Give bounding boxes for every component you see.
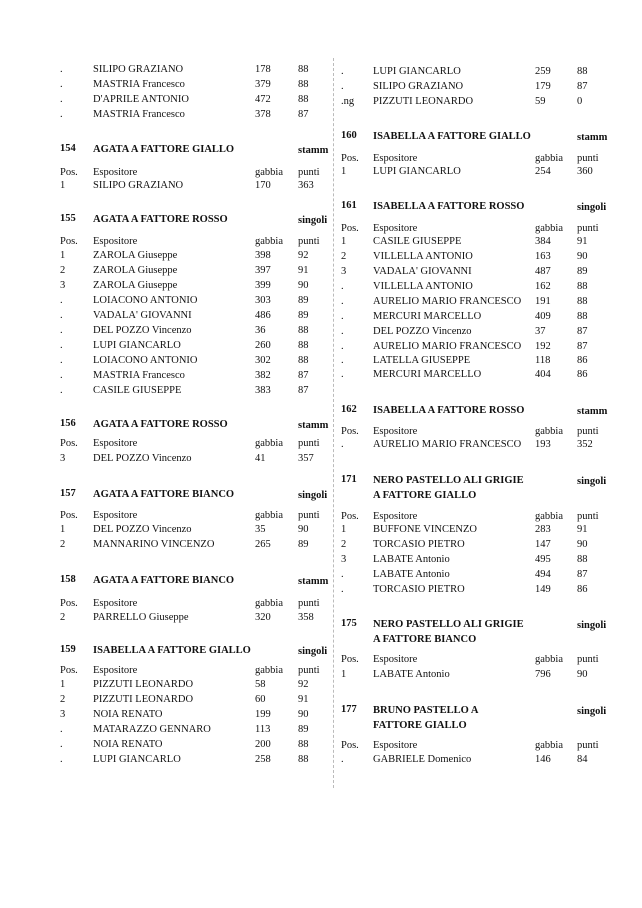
class-type: singoli — [577, 202, 607, 213]
cage-cell: 192 — [535, 341, 551, 352]
class-type: singoli — [298, 490, 328, 501]
class-title-line: AGATA A FATTORE BIANCO — [93, 575, 235, 586]
exhibitor-cell: VADALA' GIOVANNI — [93, 310, 192, 321]
position-cell: 3 — [60, 709, 66, 720]
cage-cell: 397 — [255, 265, 271, 276]
cage-cell: 163 — [535, 251, 551, 262]
exhibitor-cell: CASILE GIUSEPPE — [373, 236, 462, 247]
class-number: 175 — [341, 618, 357, 629]
class-title-line: NERO PASTELLO ALI GRIGIE — [373, 475, 524, 486]
class-title-line: A FATTORE GIALLO — [373, 490, 477, 501]
class-type: stamm — [298, 576, 329, 587]
exhibitor-cell: MERCURI MARCELLO — [373, 311, 482, 322]
position-cell: . — [341, 326, 344, 337]
cage-cell: 283 — [535, 524, 551, 535]
points-cell: 92 — [298, 250, 309, 261]
exhibitor-header: Espositore — [373, 223, 418, 234]
class-title-line: AGATA A FATTORE ROSSO — [93, 214, 228, 225]
position-cell: . — [60, 370, 63, 381]
class-title-line: AGATA A FATTORE GIALLO — [93, 144, 235, 155]
exhibitor-header: Espositore — [93, 236, 138, 247]
exhibitor-cell: PIZZUTI LEONARDO — [373, 96, 474, 107]
position-cell: . — [341, 296, 344, 307]
position-cell: 1 — [341, 236, 347, 247]
exhibitor-cell: TORCASIO PIETRO — [373, 539, 465, 550]
position-cell: . — [60, 94, 63, 105]
class-title-line: NERO PASTELLO ALI GRIGIE — [373, 619, 524, 630]
points-cell: 91 — [298, 694, 309, 705]
points-cell: 360 — [577, 166, 593, 177]
position-cell: . — [341, 439, 344, 450]
cage-cell: 472 — [255, 94, 271, 105]
position-cell: . — [341, 66, 344, 77]
cage-cell: 36 — [255, 325, 266, 336]
exhibitor-header: Espositore — [373, 740, 418, 751]
points-cell: 357 — [298, 453, 314, 464]
points-cell: 88 — [298, 94, 309, 105]
exhibitor-cell: LOIACONO ANTONIO — [93, 355, 198, 366]
points-header: punti — [298, 598, 320, 609]
position-cell: . — [341, 341, 344, 352]
class-title — [93, 142, 234, 157]
position-cell: . — [60, 385, 63, 396]
position-header: Pos. — [341, 740, 359, 751]
class-title-line: AGATA A FATTORE BIANCO — [93, 489, 235, 500]
exhibitor-header: Espositore — [93, 598, 138, 609]
cage-cell: 796 — [535, 669, 551, 680]
points-cell: 352 — [577, 439, 593, 450]
points-header: punti — [298, 236, 320, 247]
class-title-line: ISABELLA A FATTORE ROSSO — [373, 201, 525, 212]
cage-cell: 162 — [535, 281, 551, 292]
exhibitor-cell: AURELIO MARIO FRANCESCO — [373, 439, 522, 450]
cage-header: gabbia — [535, 426, 563, 437]
position-header: Pos. — [341, 153, 359, 164]
points-cell: 88 — [298, 340, 309, 351]
points-cell: 87 — [577, 81, 588, 92]
cage-cell: 495 — [535, 554, 551, 565]
exhibitor-cell: SILIPO GRAZIANO — [93, 180, 184, 191]
points-cell: 84 — [577, 754, 588, 765]
class-type: singoli — [577, 476, 607, 487]
cage-cell: 58 — [255, 679, 266, 690]
points-cell: 86 — [577, 355, 588, 366]
position-cell: 2 — [60, 539, 66, 550]
points-cell: 88 — [298, 739, 309, 750]
exhibitor-cell: BUFFONE VINCENZO — [373, 524, 477, 535]
exhibitor-cell: MASTRIA Francesco — [93, 370, 185, 381]
position-cell: 2 — [60, 612, 66, 623]
cage-cell: 404 — [535, 369, 551, 380]
cage-cell: 147 — [535, 539, 551, 550]
cage-cell: 320 — [255, 612, 271, 623]
position-cell: . — [341, 584, 344, 595]
exhibitor-cell: MASTRIA Francesco — [93, 79, 185, 90]
points-header: punti — [577, 223, 599, 234]
exhibitor-cell: GABRIELE Domenico — [373, 754, 472, 765]
cage-cell: 193 — [535, 439, 551, 450]
cage-header: gabbia — [535, 153, 563, 164]
exhibitor-cell: NOIA RENATO — [93, 709, 163, 720]
class-number: 154 — [60, 143, 76, 154]
class-title-line: ISABELLA A FATTORE GIALLO — [93, 645, 251, 656]
cage-cell: 379 — [255, 79, 271, 90]
cage-cell: 260 — [255, 340, 271, 351]
cage-header: gabbia — [535, 511, 563, 522]
position-cell: . — [341, 311, 344, 322]
exhibitor-cell: MANNARINO VINCENZO — [93, 539, 215, 550]
class-title — [373, 473, 524, 503]
points-cell: 88 — [577, 66, 588, 77]
position-cell: . — [341, 355, 344, 366]
class-type: stamm — [298, 145, 329, 156]
cage-header: gabbia — [255, 438, 283, 449]
cage-cell: 254 — [535, 166, 551, 177]
position-header: Pos. — [341, 654, 359, 665]
position-cell: 1 — [341, 669, 347, 680]
exhibitor-cell: LATELLA GIUSEPPE — [373, 355, 471, 366]
position-cell: . — [341, 754, 344, 765]
cage-cell: 265 — [255, 539, 271, 550]
position-cell: . — [60, 724, 63, 735]
position-cell: 2 — [341, 539, 347, 550]
exhibitor-header: Espositore — [373, 153, 418, 164]
class-title — [93, 212, 228, 227]
class-type: singoli — [577, 706, 607, 717]
exhibitor-header: Espositore — [373, 426, 418, 437]
position-cell: 3 — [341, 266, 347, 277]
position-cell: 3 — [60, 280, 66, 291]
exhibitor-cell: LOIACONO ANTONIO — [93, 295, 198, 306]
exhibitor-header: Espositore — [93, 167, 138, 178]
cage-cell: 149 — [535, 584, 551, 595]
cage-cell: 399 — [255, 280, 271, 291]
class-number: 171 — [341, 474, 357, 485]
points-cell: 363 — [298, 180, 314, 191]
cage-cell: 303 — [255, 295, 271, 306]
position-cell: 1 — [60, 180, 66, 191]
position-cell: 1 — [60, 250, 66, 261]
points-header: punti — [298, 510, 320, 521]
cage-header: gabbia — [255, 598, 283, 609]
exhibitor-cell: LUPI GIANCARLO — [93, 340, 181, 351]
cage-cell: 382 — [255, 370, 271, 381]
points-cell: 91 — [577, 524, 588, 535]
points-cell: 91 — [298, 265, 309, 276]
cage-cell: 170 — [255, 180, 271, 191]
class-title-line: BRUNO PASTELLO A — [373, 705, 479, 716]
exhibitor-cell: PIZZUTI LEONARDO — [93, 694, 194, 705]
points-cell: 89 — [298, 295, 309, 306]
position-cell: . — [341, 281, 344, 292]
exhibitor-cell: MATARAZZO GENNARO — [93, 724, 211, 735]
exhibitor-cell: LUPI GIANCARLO — [373, 66, 461, 77]
exhibitor-header: Espositore — [93, 438, 138, 449]
cage-cell: 178 — [255, 64, 271, 75]
points-cell: 90 — [298, 709, 309, 720]
cage-cell: 302 — [255, 355, 271, 366]
points-cell: 86 — [577, 584, 588, 595]
column-divider — [333, 58, 334, 788]
exhibitor-cell: PARRELLO Giuseppe — [93, 612, 189, 623]
cage-header: gabbia — [255, 510, 283, 521]
cage-cell: 118 — [535, 355, 551, 366]
position-header: Pos. — [60, 510, 78, 521]
class-type: stamm — [577, 406, 608, 417]
exhibitor-cell: SILIPO GRAZIANO — [373, 81, 464, 92]
position-cell: . — [60, 754, 63, 765]
class-title — [373, 403, 524, 418]
points-cell: 87 — [577, 341, 588, 352]
class-number: 155 — [60, 213, 76, 224]
class-title-line: FATTORE GIALLO — [373, 720, 467, 731]
cage-header: gabbia — [535, 223, 563, 234]
cage-header: gabbia — [535, 654, 563, 665]
cage-cell: 409 — [535, 311, 551, 322]
class-title — [93, 417, 228, 432]
points-header: punti — [577, 153, 599, 164]
class-title — [93, 487, 234, 502]
points-cell: 0 — [577, 96, 583, 107]
cage-header: gabbia — [255, 167, 283, 178]
exhibitor-cell: PIZZUTI LEONARDO — [93, 679, 194, 690]
cage-cell: 191 — [535, 296, 551, 307]
points-cell: 88 — [577, 296, 588, 307]
points-header: punti — [298, 665, 320, 676]
points-cell: 88 — [298, 355, 309, 366]
position-cell: . — [341, 369, 344, 380]
exhibitor-cell: NOIA RENATO — [93, 739, 163, 750]
class-title — [373, 703, 478, 733]
class-type: singoli — [298, 215, 328, 226]
cage-cell: 59 — [535, 96, 546, 107]
points-header: punti — [298, 438, 320, 449]
cage-cell: 486 — [255, 310, 271, 321]
class-number: 157 — [60, 488, 76, 499]
exhibitor-cell: SILIPO GRAZIANO — [93, 64, 184, 75]
position-header: Pos. — [60, 236, 78, 247]
exhibitor-cell: ZAROLA Giuseppe — [93, 280, 178, 291]
points-cell: 88 — [298, 325, 309, 336]
class-title — [93, 643, 251, 658]
exhibitor-cell: VILLELLA ANTONIO — [373, 281, 473, 292]
points-cell: 91 — [577, 236, 588, 247]
class-number: 159 — [60, 644, 76, 655]
points-cell: 89 — [298, 310, 309, 321]
exhibitor-cell: VADALA' GIOVANNI — [373, 266, 472, 277]
position-cell: . — [60, 340, 63, 351]
exhibitor-cell: MASTRIA Francesco — [93, 109, 185, 120]
exhibitor-cell: LABATE Antonio — [373, 569, 450, 580]
position-header: Pos. — [60, 665, 78, 676]
points-cell: 88 — [577, 281, 588, 292]
class-number: 162 — [341, 404, 357, 415]
exhibitor-cell: DEL POZZO Vincenzo — [93, 325, 192, 336]
cage-cell: 35 — [255, 524, 266, 535]
position-cell: 2 — [60, 265, 66, 276]
cage-cell: 259 — [535, 66, 551, 77]
exhibitor-cell: LABATE Antonio — [373, 554, 450, 565]
points-cell: 89 — [298, 724, 309, 735]
class-title — [373, 199, 524, 214]
position-cell: . — [60, 64, 63, 75]
class-title — [93, 573, 234, 588]
cage-cell: 179 — [535, 81, 551, 92]
cage-header: gabbia — [255, 665, 283, 676]
class-number: 156 — [60, 418, 76, 429]
cage-cell: 494 — [535, 569, 551, 580]
cage-cell: 60 — [255, 694, 266, 705]
points-header: punti — [577, 740, 599, 751]
position-cell: . — [60, 355, 63, 366]
position-cell: 2 — [341, 251, 347, 262]
position-cell: . — [341, 569, 344, 580]
class-number: 158 — [60, 574, 76, 585]
cage-cell: 200 — [255, 739, 271, 750]
points-header: punti — [577, 511, 599, 522]
points-cell: 88 — [298, 754, 309, 765]
points-cell: 87 — [298, 109, 309, 120]
points-cell: 87 — [298, 385, 309, 396]
position-header: Pos. — [341, 426, 359, 437]
class-title-line: ISABELLA A FATTORE GIALLO — [373, 131, 531, 142]
points-cell: 88 — [298, 79, 309, 90]
cage-cell: 258 — [255, 754, 271, 765]
points-cell: 88 — [577, 554, 588, 565]
exhibitor-cell: LABATE Antonio — [373, 669, 450, 680]
position-cell: 2 — [60, 694, 66, 705]
position-cell: 3 — [341, 554, 347, 565]
class-title — [373, 129, 531, 144]
points-cell: 90 — [298, 524, 309, 535]
position-cell: . — [60, 325, 63, 336]
position-cell: 1 — [60, 524, 66, 535]
points-cell: 86 — [577, 369, 588, 380]
points-cell: 92 — [298, 679, 309, 690]
position-cell: 1 — [341, 166, 347, 177]
position-cell: . — [60, 109, 63, 120]
exhibitor-cell: TORCASIO PIETRO — [373, 584, 465, 595]
exhibitor-cell: AURELIO MARIO FRANCESCO — [373, 341, 522, 352]
position-cell: 3 — [60, 453, 66, 464]
exhibitor-header: Espositore — [93, 665, 138, 676]
points-cell: 358 — [298, 612, 314, 623]
position-cell: . — [60, 295, 63, 306]
points-cell: 88 — [298, 64, 309, 75]
exhibitor-cell: DEL POZZO Vincenzo — [93, 453, 192, 464]
points-cell: 87 — [298, 370, 309, 381]
class-title-line: A FATTORE BIANCO — [373, 634, 477, 645]
position-cell: . — [60, 79, 63, 90]
exhibitor-cell: DEL POZZO Vincenzo — [373, 326, 472, 337]
class-type: stamm — [298, 420, 329, 431]
position-cell: . — [60, 739, 63, 750]
exhibitor-header: Espositore — [93, 510, 138, 521]
exhibitor-header: Espositore — [373, 511, 418, 522]
points-header: punti — [298, 167, 320, 178]
points-header: punti — [577, 654, 599, 665]
points-cell: 89 — [298, 539, 309, 550]
cage-header: gabbia — [255, 236, 283, 247]
points-cell: 90 — [577, 539, 588, 550]
class-number: 177 — [341, 704, 357, 715]
points-cell: 90 — [577, 251, 588, 262]
class-type: singoli — [298, 646, 328, 657]
class-title-line: AGATA A FATTORE ROSSO — [93, 419, 228, 430]
cage-cell: 199 — [255, 709, 271, 720]
class-number: 161 — [341, 200, 357, 211]
position-cell: . — [341, 81, 344, 92]
cage-cell: 378 — [255, 109, 271, 120]
cage-header: gabbia — [535, 740, 563, 751]
cage-cell: 113 — [255, 724, 271, 735]
exhibitor-header: Espositore — [373, 654, 418, 665]
points-cell: 87 — [577, 326, 588, 337]
class-title-line: ISABELLA A FATTORE ROSSO — [373, 405, 525, 416]
points-cell: 87 — [577, 569, 588, 580]
cage-cell: 41 — [255, 453, 266, 464]
cage-cell: 487 — [535, 266, 551, 277]
class-title — [373, 617, 524, 647]
class-type: stamm — [577, 132, 608, 143]
exhibitor-cell: ZAROLA Giuseppe — [93, 250, 178, 261]
points-cell: 89 — [577, 266, 588, 277]
exhibitor-cell: D'APRILE ANTONIO — [93, 94, 189, 105]
position-cell: . — [60, 310, 63, 321]
exhibitor-cell: LUPI GIANCARLO — [373, 166, 461, 177]
cage-cell: 146 — [535, 754, 551, 765]
exhibitor-cell: ZAROLA Giuseppe — [93, 265, 178, 276]
cage-cell: 398 — [255, 250, 271, 261]
cage-cell: 384 — [535, 236, 551, 247]
position-cell: 1 — [341, 524, 347, 535]
position-header: Pos. — [60, 438, 78, 449]
position-cell: 1 — [60, 679, 66, 690]
points-cell: 90 — [577, 669, 588, 680]
exhibitor-cell: VILLELLA ANTONIO — [373, 251, 473, 262]
exhibitor-cell: MERCURI MARCELLO — [373, 369, 482, 380]
exhibitor-cell: CASILE GIUSEPPE — [93, 385, 182, 396]
position-header: Pos. — [60, 598, 78, 609]
points-cell: 90 — [298, 280, 309, 291]
class-type: singoli — [577, 620, 607, 631]
points-cell: 88 — [577, 311, 588, 322]
cage-cell: 383 — [255, 385, 271, 396]
exhibitor-cell: LUPI GIANCARLO — [93, 754, 181, 765]
exhibitor-cell: AURELIO MARIO FRANCESCO — [373, 296, 522, 307]
position-header: Pos. — [341, 223, 359, 234]
exhibitor-cell: DEL POZZO Vincenzo — [93, 524, 192, 535]
position-header: Pos. — [341, 511, 359, 522]
position-cell: .ng — [341, 96, 355, 107]
position-header: Pos. — [60, 167, 78, 178]
class-number: 160 — [341, 130, 357, 141]
cage-cell: 37 — [535, 326, 546, 337]
points-header: punti — [577, 426, 599, 437]
